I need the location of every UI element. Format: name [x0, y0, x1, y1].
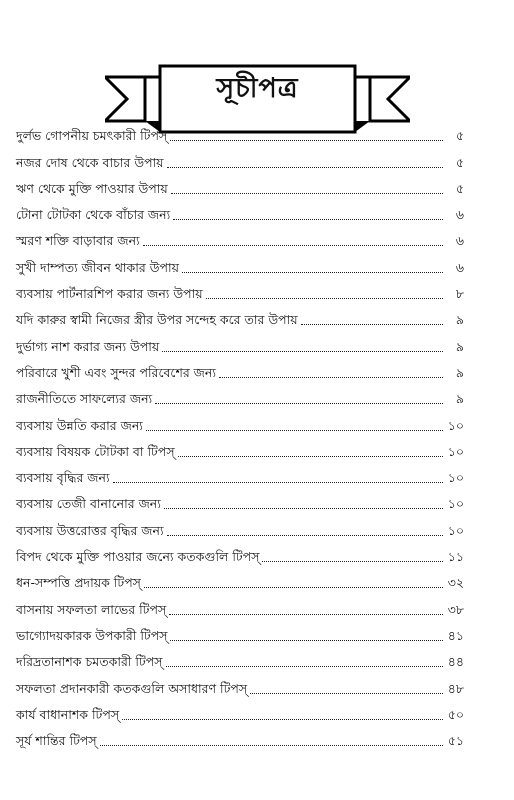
- dot-leader: [206, 298, 443, 299]
- dot-leader: [167, 167, 443, 168]
- toc-entry-page-number: ৫: [455, 128, 464, 144]
- toc-entry-page-number: ৩৮: [447, 601, 464, 617]
- toc-entry-title: যদি কারুর স্বামী নিজের স্ত্রীর উপর সন্দেহ করে তার উপায়: [16, 312, 298, 328]
- dot-leader: [166, 666, 443, 667]
- toc-entry-title: ব্যবসায় বিষয়ক টোটকা বা টিপস্: [16, 443, 175, 459]
- dot-leader: [155, 403, 443, 404]
- dot-leader: [170, 140, 443, 141]
- dot-leader: [143, 245, 443, 246]
- toc-entry: [16, 723, 464, 749]
- toc-entry-title: ব্যবসায় বৃদ্ধির জন্য: [16, 470, 110, 486]
- dot-leader: [173, 219, 443, 220]
- toc-entry-page-number: ৫: [455, 180, 464, 196]
- toc-entry-title: দুর্লভ গোপনীয় চমৎকারী টিপস্: [16, 128, 168, 144]
- toc-entry-title: ব্যবসায় উত্তরোত্তর বৃদ্ধির জন্য: [16, 522, 164, 538]
- toc-entry: [16, 434, 464, 460]
- toc-entry: [16, 197, 464, 223]
- toc-entry: [16, 328, 464, 354]
- toc-entry: [16, 276, 464, 302]
- toc-entry-page-number: ৮: [455, 286, 464, 302]
- toc-entry-page-number: ১০: [447, 496, 464, 512]
- dot-leader: [219, 377, 443, 378]
- toc-entry-title: সফলতা প্রদানকারী কতকগুলি অসাধারণ টিপস্: [16, 680, 248, 696]
- toc-entry-title: ব্যবসায় পার্টনারশিপ করার জন্য উপায়: [16, 286, 203, 302]
- dot-leader: [250, 693, 443, 694]
- toc-entry-page-number: ৫০: [447, 706, 464, 722]
- toc-entry-page-number: ৯: [455, 338, 464, 354]
- toc-entry-page-number: ৯: [455, 391, 464, 407]
- toc-entry: [16, 591, 464, 617]
- toc-entry-title: ব্যবসায় তেজী বানানোর জন্য: [16, 496, 161, 512]
- toc-entry-page-number: ১০: [447, 417, 464, 433]
- dot-leader: [146, 430, 443, 431]
- dot-leader: [122, 719, 443, 720]
- toc-entry: [16, 565, 464, 591]
- toc-entry: [16, 486, 464, 512]
- toc-entry-page-number: ১০: [447, 443, 464, 459]
- toc-entry-title: ঋণ থেকে মুক্তি পাওয়ার উপায়: [16, 180, 168, 196]
- toc-entry-page-number: ৬: [455, 207, 464, 223]
- toc-entry: [16, 697, 464, 723]
- toc-entry-page-number: ৩২: [447, 575, 464, 591]
- dot-leader: [100, 745, 443, 746]
- dot-leader: [164, 508, 443, 509]
- toc-entry: [16, 539, 464, 565]
- dot-leader: [167, 535, 443, 536]
- toc-entry-title: ধন-সম্পত্তি প্রদায়ক টিপস্: [16, 575, 141, 591]
- toc-entry-page-number: ৬: [455, 233, 464, 249]
- dot-leader: [144, 587, 443, 588]
- toc-entry-page-number: ৪৪: [447, 654, 464, 670]
- toc-entry-page-number: ৬: [455, 259, 464, 275]
- toc-entry: [16, 249, 464, 275]
- toc-entry: [16, 407, 464, 433]
- toc-entry-title: বাসনায় সফলতা লাভের টিপস্: [16, 601, 167, 617]
- dot-leader: [162, 351, 443, 352]
- toc-entry-page-number: ৫: [455, 154, 464, 170]
- dot-leader: [171, 193, 443, 194]
- toc-entry: [16, 144, 464, 170]
- toc-entry: [16, 381, 464, 407]
- table-of-contents: [16, 118, 464, 749]
- toc-entry-page-number: ৫১: [447, 733, 464, 749]
- toc-entry: [16, 670, 464, 696]
- toc-entry: [16, 171, 464, 197]
- toc-entry-title: কার্য বাধানাশক টিপস্: [16, 706, 120, 722]
- toc-entry: [16, 355, 464, 381]
- toc-entry: [16, 644, 464, 670]
- toc-entry: [16, 512, 464, 538]
- toc-entry-title: ব্যবসায় উন্নতি করার জন্য: [16, 417, 143, 433]
- dot-leader: [182, 272, 443, 273]
- toc-entry-page-number: ১১: [447, 549, 464, 565]
- toc-entry-title: দুর্ভাগ্য নাশ করার জন্য উপায়: [16, 338, 160, 354]
- dot-leader: [170, 640, 443, 641]
- toc-entry-title: রাজনীতিতে সাফল্যের জন্য: [16, 391, 153, 407]
- toc-entry-title: স্মরণ শক্তি বাড়াবার জন্য: [16, 233, 140, 249]
- toc-entry-title: দরিদ্রতানাশক চমতকারী টিপস্: [16, 654, 163, 670]
- toc-entry: [16, 302, 464, 328]
- toc-entry-title: সুখী দাম্পত্য জীবন থাকার উপায়: [16, 259, 179, 275]
- toc-entry-page-number: ৯: [455, 312, 464, 328]
- toc-entry-page-number: ৯: [455, 364, 464, 380]
- toc-entry-page-number: ৪১: [447, 627, 464, 643]
- dot-leader: [301, 324, 443, 325]
- toc-entry-page-number: ১০: [447, 522, 464, 538]
- toc-entry-title: টোনা টোটকা থেকে বাঁচার জন্য: [16, 207, 171, 223]
- toc-entry: [16, 223, 464, 249]
- toc-entry-page-number: ১০: [447, 470, 464, 486]
- dot-leader: [178, 456, 443, 457]
- toc-entry-title: সূর্য শান্তির টিপস্: [16, 733, 97, 749]
- toc-entry: [16, 460, 464, 486]
- toc-entry-page-number: ৪৮: [447, 680, 464, 696]
- page-title: সূচীপত্র: [216, 72, 299, 104]
- toc-entry-title: পরিবারে খুশী এবং সুন্দর পরিবেশের জন্য: [16, 364, 216, 380]
- toc-entry: [16, 118, 464, 144]
- toc-entry-title: নজর দোষ থেকে বাচার উপায়: [16, 154, 164, 170]
- dot-leader: [262, 561, 443, 562]
- dot-leader: [113, 482, 443, 483]
- dot-leader: [169, 614, 443, 615]
- toc-entry-title: ভাগ্যোদয়কারক উপকারী টিপস্: [16, 627, 168, 643]
- toc-entry: [16, 618, 464, 644]
- toc-entry-title: বিপদ থেকে মুক্তি পাওয়ার জন্যে কতকগুলি টিপস্: [16, 549, 260, 565]
